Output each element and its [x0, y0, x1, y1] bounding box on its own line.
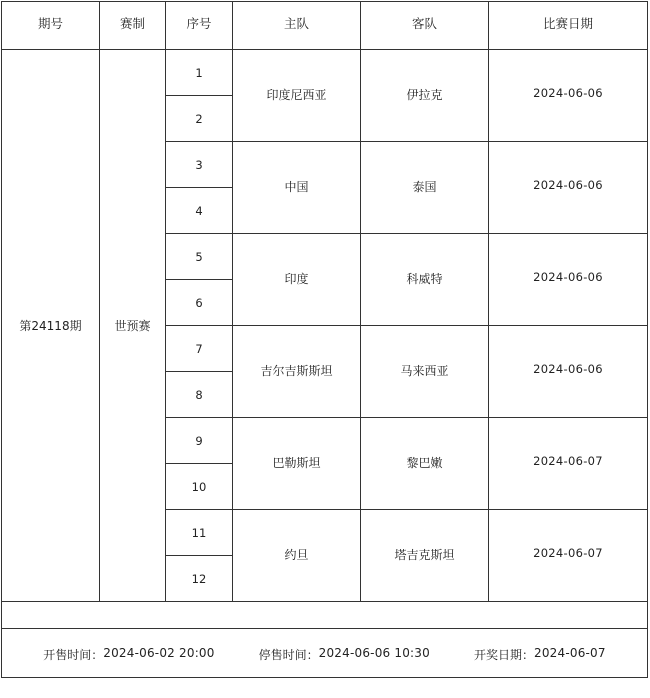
- sale-start-info: [43, 646, 214, 663]
- home-team-cell: 约旦: [233, 510, 361, 602]
- sale-stop-label: 停售时间：: [258, 647, 319, 662]
- away-team-cell: 塔吉克斯坦: [361, 510, 489, 602]
- away-team-cell: 伊拉克: [361, 50, 489, 142]
- header-row: [2, 2, 648, 50]
- header-home: 主队: [233, 2, 361, 50]
- blank-row: [2, 602, 648, 629]
- issue-cell: 第24118期: [2, 50, 100, 602]
- footer-cell: [2, 629, 648, 678]
- match-date-cell: 2024-06-06: [489, 142, 648, 234]
- header-format: 赛制: [100, 2, 166, 50]
- draw-date-value: 2024-06-07: [533, 645, 606, 660]
- seq-cell: 4: [166, 188, 233, 234]
- seq-cell: 1: [166, 50, 233, 96]
- home-team-cell: 巴勒斯坦: [233, 418, 361, 510]
- footer-row: [2, 629, 648, 678]
- seq-cell: 12: [166, 556, 233, 602]
- home-team-cell: 中国: [233, 142, 361, 234]
- sale-info-line: [2, 644, 647, 663]
- header-date: 比赛日期: [489, 2, 648, 50]
- draw-date-label: 开奖日期：: [473, 647, 534, 662]
- seq-cell: 3: [166, 142, 233, 188]
- home-team-cell: 印度尼西亚: [233, 50, 361, 142]
- header-seq: 序号: [166, 2, 233, 50]
- sale-stop-info: [259, 646, 430, 663]
- match-date-cell: 2024-06-06: [489, 234, 648, 326]
- away-team-cell: 泰国: [361, 142, 489, 234]
- seq-cell: 5: [166, 234, 233, 280]
- seq-cell: 10: [166, 464, 233, 510]
- away-team-cell: 科威特: [361, 234, 489, 326]
- draw-date-info: [474, 646, 606, 663]
- away-team-cell: 黎巴嫩: [361, 418, 489, 510]
- blank-cell: [2, 602, 648, 629]
- seq-cell: 7: [166, 326, 233, 372]
- match-date-cell: 2024-06-07: [489, 510, 648, 602]
- seq-cell: 8: [166, 372, 233, 418]
- format-cell: 世预赛: [100, 50, 166, 602]
- seq-cell: 9: [166, 418, 233, 464]
- sale-stop-value: 2024-06-06 10:30: [318, 645, 430, 660]
- seq-cell: 11: [166, 510, 233, 556]
- match-date-cell: 2024-06-07: [489, 418, 648, 510]
- sale-start-label: 开售时间：: [43, 647, 104, 662]
- schedule-table: [1, 1, 648, 678]
- match-date-cell: 2024-06-06: [489, 50, 648, 142]
- sale-start-value: 2024-06-02 20:00: [103, 645, 215, 660]
- home-team-cell: 吉尔吉斯斯坦: [233, 326, 361, 418]
- match-date-cell: 2024-06-06: [489, 326, 648, 418]
- table-row: [2, 50, 648, 96]
- seq-cell: 6: [166, 280, 233, 326]
- header-issue: 期号: [2, 2, 100, 50]
- away-team-cell: 马来西亚: [361, 326, 489, 418]
- seq-cell: 2: [166, 96, 233, 142]
- home-team-cell: 印度: [233, 234, 361, 326]
- header-away: 客队: [361, 2, 489, 50]
